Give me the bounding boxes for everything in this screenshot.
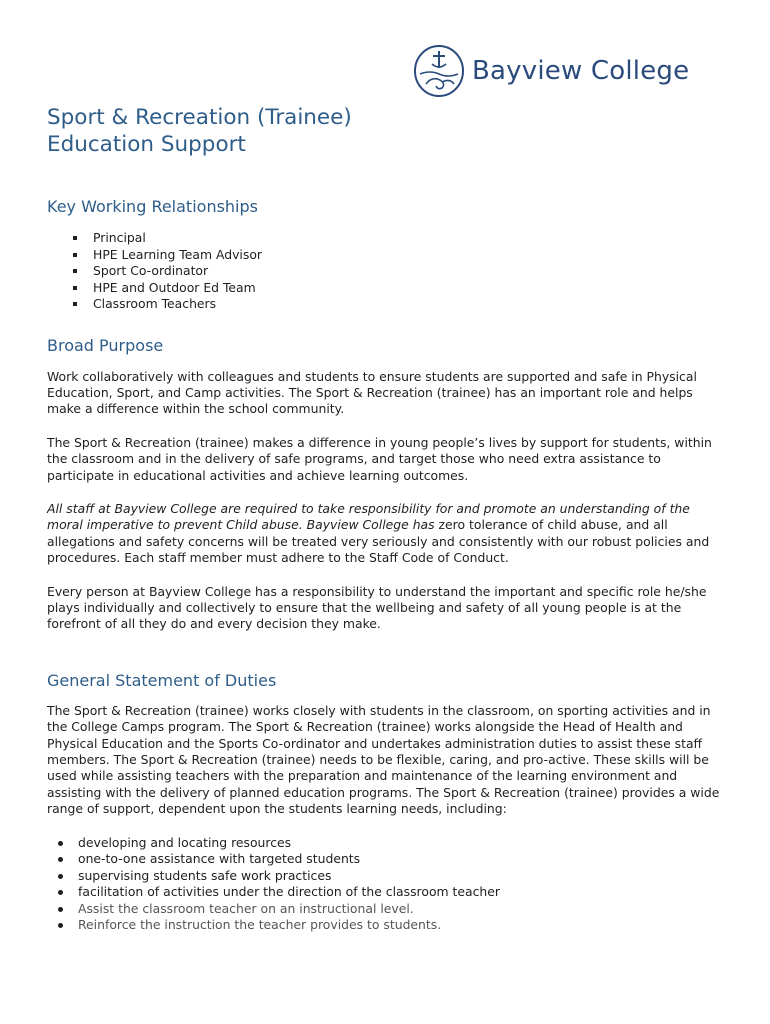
list-item: Classroom Teachers [47, 296, 727, 313]
purpose-paragraph-4: Every person at Bayview College has a responsibility to understand the important and specific role he/she plays individually and collectively to ensure that the wellbeing and safety of all young people is at the forefront of all they do and every decision they make. [47, 583, 707, 632]
list-item: developing and locating resources [47, 835, 727, 852]
list-item: Sport Co-ordinator [47, 263, 727, 280]
document-body [47, 104, 727, 934]
college-name: Bayview College [472, 56, 690, 86]
list-item: HPE Learning Team Advisor [47, 247, 727, 264]
child-safety-policy: zero tolerance of child abuse, and all allegations and safety concerns will be treated very seriously and consistently with our robust policies and procedures. Each staff member must adhere to the Staff Code of Conduct. [47, 517, 710, 566]
relationships-heading: Key Working Relationships [47, 197, 258, 216]
college-logo [412, 44, 689, 98]
purpose-paragraph-2: The Sport & Recreation (trainee) makes a difference in young people’s lives by support for students, within the classroom and in the delivery of safe programs, and target those who need extra assistance to participate in educational activities and achieve learning outcomes. [47, 434, 712, 483]
purpose-paragraph-1: Work collaboratively with colleagues and students to ensure students are supported and safe in Physical Education, Sport, and Camp activities. The Sport & Recreation (trainee) has an important role and helps make a difference within the school community. [47, 368, 697, 417]
page-title [47, 104, 727, 158]
list-item: one-to-one assistance with targeted students [47, 851, 727, 868]
list-item: supervising students safe work practices [47, 868, 727, 885]
list-item: Reinforce the instruction the teacher provides to students. [47, 917, 727, 934]
title-line-1: Sport & Recreation (Trainee) [47, 105, 352, 130]
list-item: facilitation of activities under the direction of the classroom teacher [47, 884, 727, 901]
purpose-paragraph-3 [47, 501, 727, 567]
title-line-2: Education Support [47, 132, 246, 157]
purpose-heading: Broad Purpose [47, 335, 164, 355]
duties-paragraph: The Sport & Recreation (trainee) works closely with students in the classroom, on sporting activities and in the College Camps program. The Sport & Recreation (trainee) works alongside the Head of Health and Physical Education and the Sports Co-ordinator and undertakes administration duties to assist these staff members. The Sport & Recreation (trainee) needs to be flexible, caring, and pro-active. These skills will be used while assisting teachers with the preparation and maintenance of the learning environment and assisting with the delivery of planned education programs. The Sport & Recreation (trainee) provides a wide range of support, dependent upon the students learning needs, including: [47, 702, 720, 817]
duties-heading: General Statement of Duties [47, 670, 277, 690]
list-item: Principal [47, 230, 727, 247]
child-safety-statement: All staff at Bayview College are required to take responsibility for and promote an understanding of the moral imperative to prevent Child abuse. Bayview College has [47, 500, 690, 533]
relationships-list [47, 230, 727, 313]
duties-list [47, 835, 727, 934]
college-crest-icon [412, 44, 466, 98]
list-item: Assist the classroom teacher on an instructional level. [47, 901, 727, 918]
list-item: HPE and Outdoor Ed Team [47, 280, 727, 297]
